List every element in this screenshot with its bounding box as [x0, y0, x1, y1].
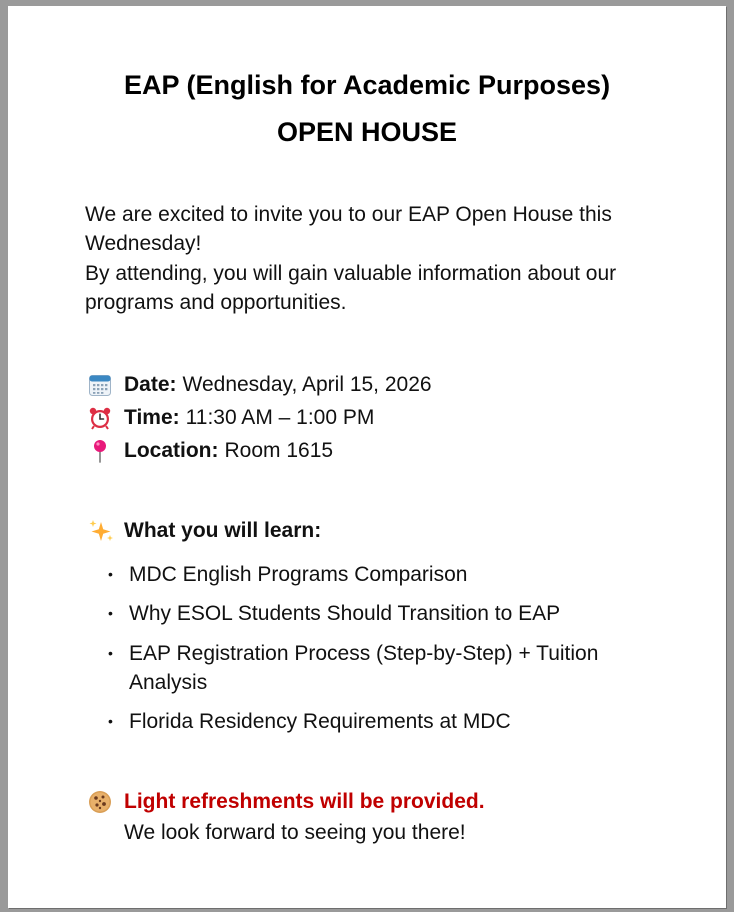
list-item [108, 707, 668, 736]
date-label: Date: [124, 372, 177, 396]
list-item-text: Florida Residency Requirements at MDC [129, 710, 511, 734]
time-value: 11:30 AM – 1:00 PM [185, 405, 375, 429]
time-row [88, 401, 688, 434]
list-item [108, 599, 668, 628]
list-item-text: Why ESOL Students Should Transition to EAP [129, 602, 561, 626]
bullet-icon: • [108, 644, 113, 661]
learning-heading-row [88, 514, 688, 547]
refreshments-note: Light refreshments will be provided. [124, 790, 485, 813]
list-item [108, 639, 668, 698]
document-title [8, 62, 726, 156]
title-line-1: EAP (English for Academic Purposes) [123, 70, 611, 100]
title-line-2: OPEN HOUSE [276, 117, 458, 147]
closing-section [88, 784, 688, 846]
date-value: Wednesday, April 15, 2026 [182, 372, 432, 396]
pushpin-icon [88, 439, 124, 463]
alarm-clock-icon [88, 406, 124, 430]
learning-section [88, 514, 688, 734]
time-label: Time: [124, 405, 180, 429]
learning-list [108, 560, 668, 746]
location-label: Location: [124, 438, 219, 462]
refreshments-row [88, 784, 688, 820]
event-details [88, 368, 688, 467]
list-item [108, 560, 668, 589]
calendar-icon [88, 373, 124, 397]
list-item-text: MDC English Programs Comparison [129, 563, 468, 586]
document-page [8, 6, 726, 908]
cookie-icon [88, 790, 124, 814]
closing-note: We look forward to seeing you there! [124, 821, 466, 844]
bullet-icon: • [108, 605, 113, 622]
bullet-icon: • [108, 713, 113, 730]
location-value: Room 1615 [224, 438, 334, 462]
list-item-text: EAP Registration Process (Step-by-Step) + Tuition Analysis [129, 641, 599, 694]
learning-heading: What you will learn: [124, 518, 322, 542]
date-row [88, 368, 688, 401]
bullet-icon: • [108, 566, 113, 582]
intro-paragraph-2: By attending, you will gain valuable information about our programs and opportunities. [85, 261, 617, 314]
location-row [88, 434, 688, 467]
intro-paragraph-1: We are excited to invite you to our EAP Open House this Wednesday! [85, 203, 612, 256]
intro-section [85, 200, 675, 317]
sparkles-icon [88, 519, 124, 543]
